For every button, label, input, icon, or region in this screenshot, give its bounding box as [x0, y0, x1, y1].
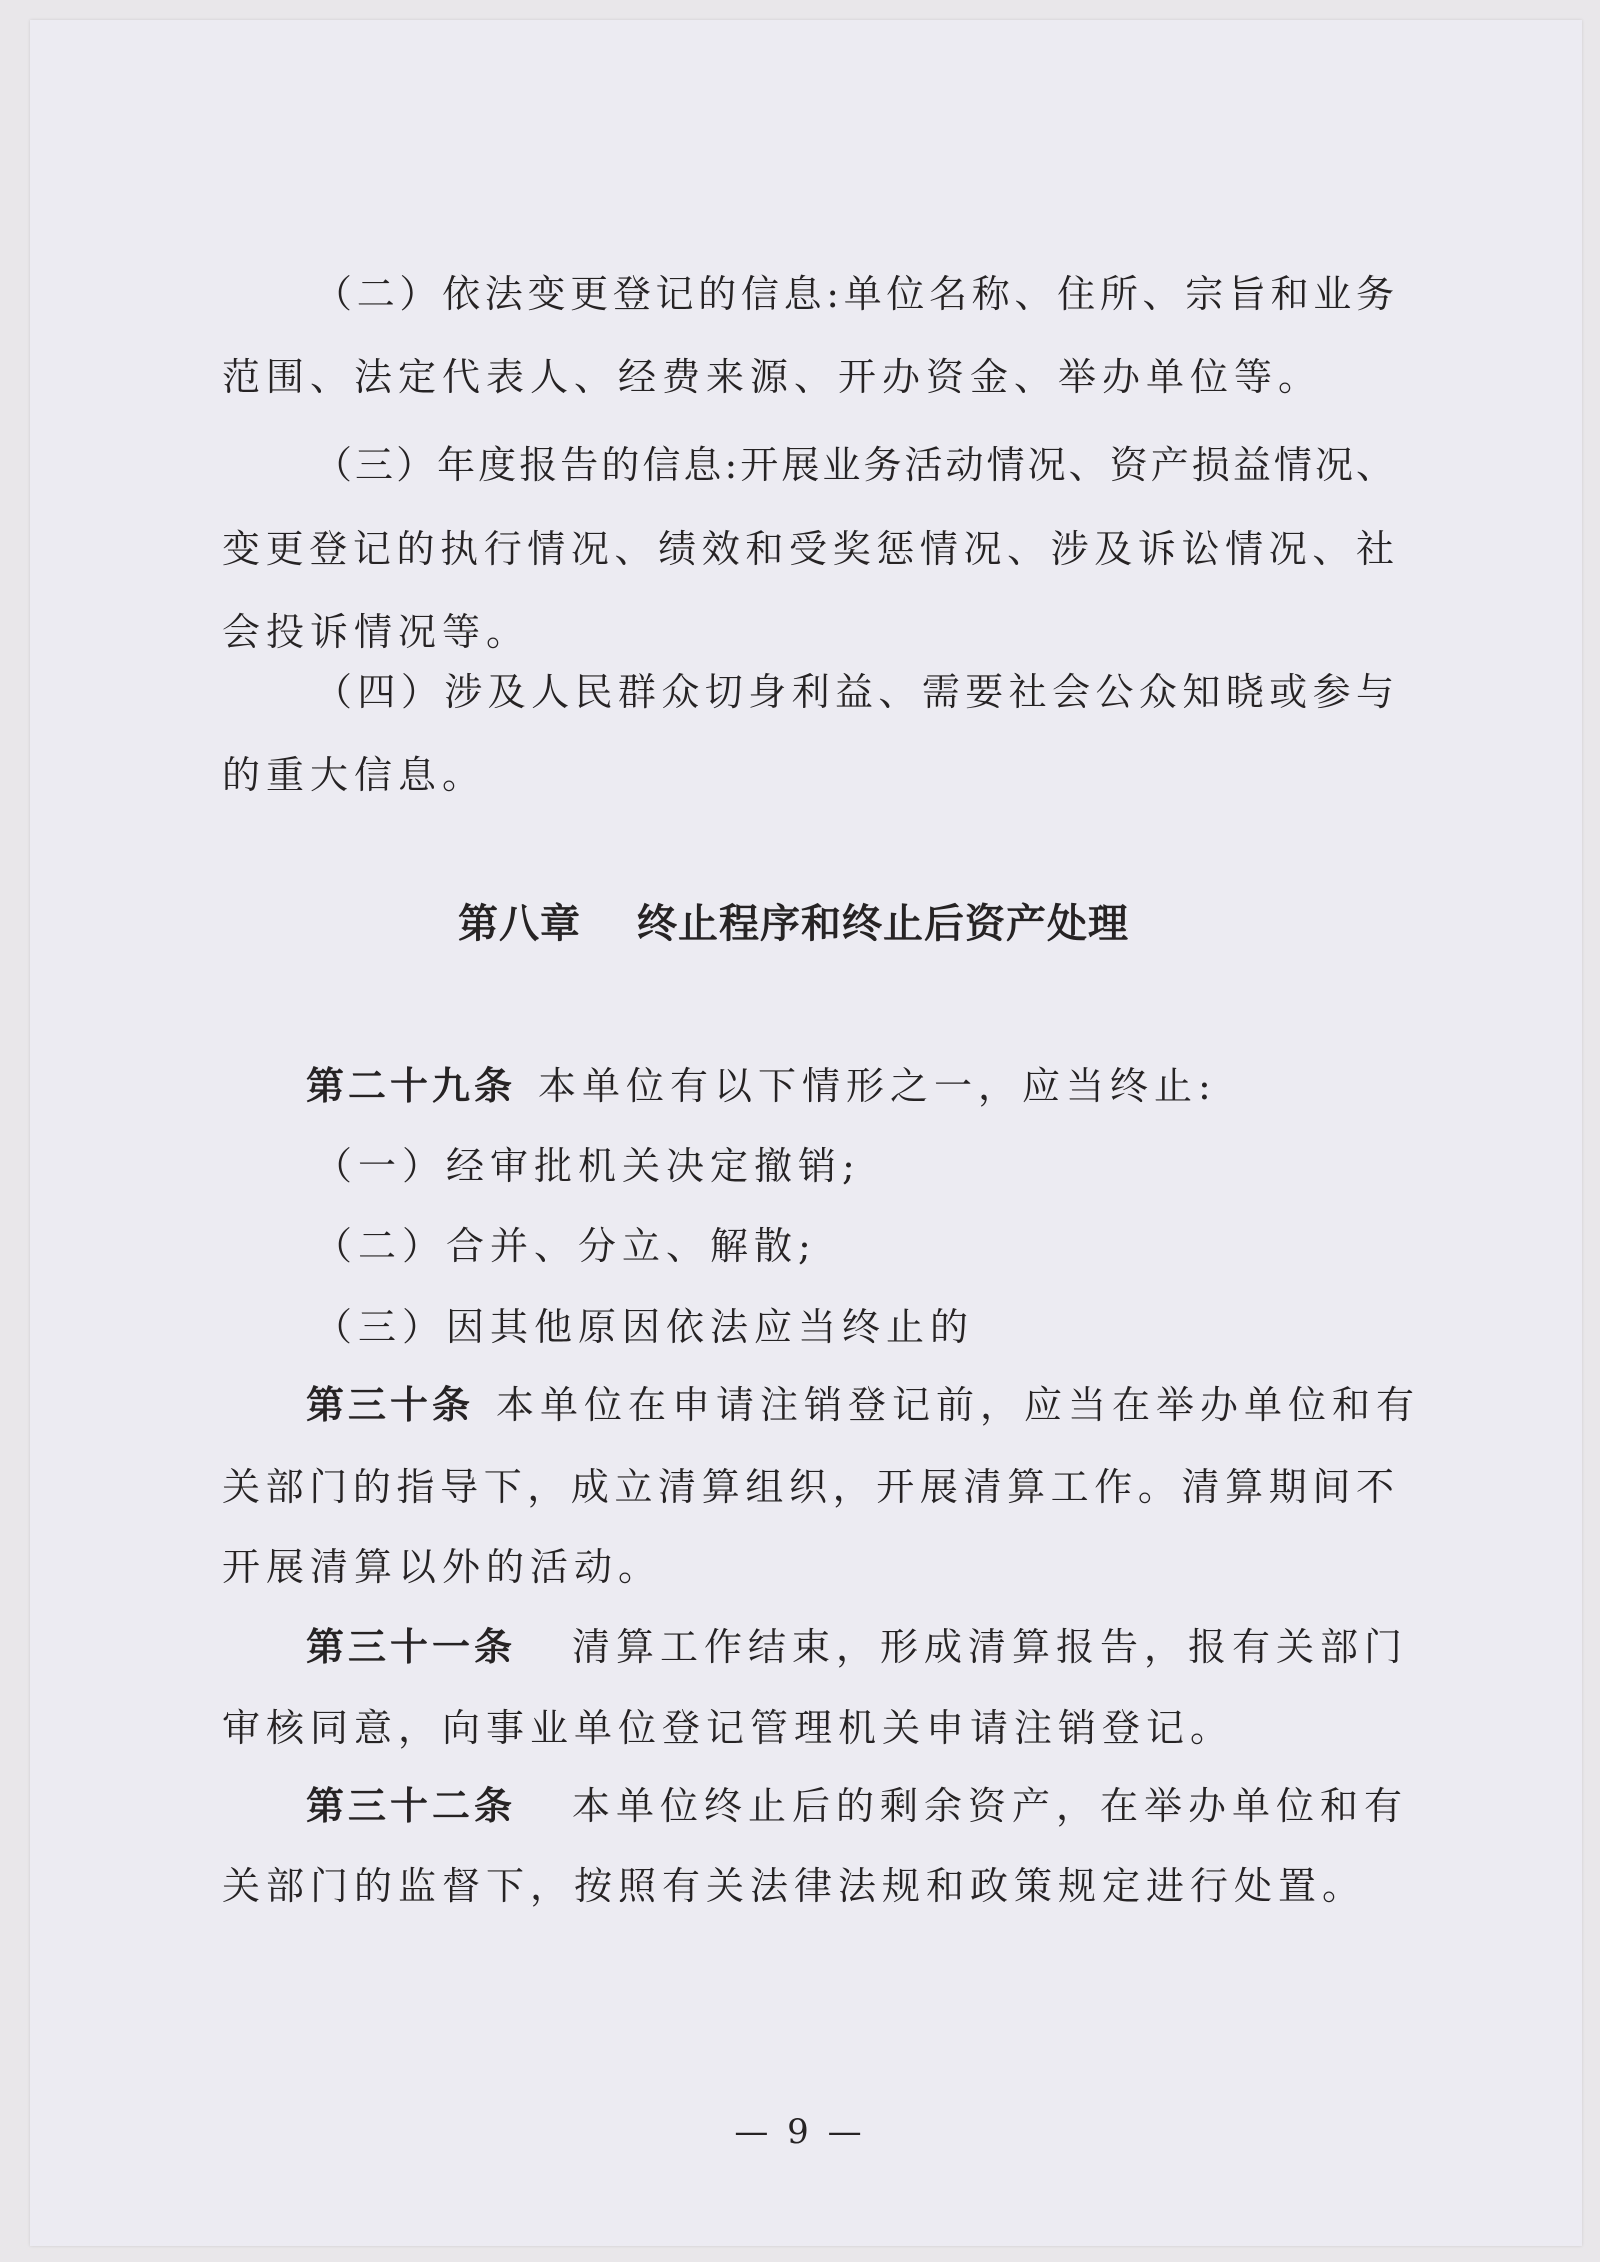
article-29-item-1: （一）经审批机关决定撤销; [314, 1144, 861, 1188]
paragraph-3-line-2: 变更登记的执行情况、绩效和受奖惩情况、涉及诉讼情况、社 [222, 527, 1394, 571]
article-29-item-2: （二）合并、分立、解散; [314, 1224, 817, 1268]
paragraph-2-line-1: （二）依法变更登记的信息:单位名称、住所、宗旨和业务 [314, 272, 1394, 316]
article-29-text: 本单位有以下情形之一，应当终止: [538, 1064, 1217, 1108]
article-32-heading: 第三十二条 [306, 1784, 517, 1828]
article-30-line-3: 开展清算以外的活动。 [222, 1545, 663, 1589]
chapter-heading [458, 898, 1129, 950]
article-32-text-1: 本单位终止后的剩余资产，在举办单位和有 [572, 1784, 1409, 1828]
page-number: — 9 — [734, 2112, 866, 2152]
paragraph-4-line-2: 的重大信息。 [222, 753, 487, 797]
chapter-number: 第八章 [458, 901, 581, 947]
article-29-heading: 第二十九条 [306, 1064, 517, 1108]
paragraph-3-line-1: （三）年度报告的信息:开展业务活动情况、资产损益情况、 [314, 443, 1394, 487]
article-29-line [306, 1062, 1217, 1110]
article-31-text-1: 清算工作结束，形成清算报告，报有关部门 [572, 1625, 1409, 1669]
article-31-line-1 [306, 1623, 1408, 1671]
article-30-line-2: 关部门的指导下，成立清算组织，开展清算工作。清算期间不 [222, 1465, 1394, 1509]
article-31-line-2: 审核同意，向事业单位登记管理机关申请注销登记。 [222, 1706, 1235, 1750]
paragraph-4-line-1: （四）涉及人民群众切身利益、需要社会公众知晓或参与 [314, 670, 1394, 714]
paragraph-3-line-3: 会投诉情况等。 [222, 610, 531, 654]
article-30-heading: 第三十条 [306, 1383, 475, 1427]
article-32-line-2: 关部门的监督下，按照有关法律法规和政策规定进行处置。 [222, 1864, 1367, 1908]
article-30-text-1: 本单位在申请注销登记前，应当在举办单位和有 [496, 1383, 1421, 1427]
article-29-item-3: （三）因其他原因依法应当终止的 [314, 1305, 975, 1349]
article-31-heading: 第三十一条 [306, 1625, 517, 1669]
paragraph-2-line-2: 范围、法定代表人、经费来源、开办资金、举办单位等。 [222, 355, 1323, 399]
article-30-line-1 [306, 1381, 1420, 1429]
chapter-title: 终止程序和终止后资产处理 [637, 901, 1129, 947]
article-32-line-1 [306, 1782, 1408, 1830]
